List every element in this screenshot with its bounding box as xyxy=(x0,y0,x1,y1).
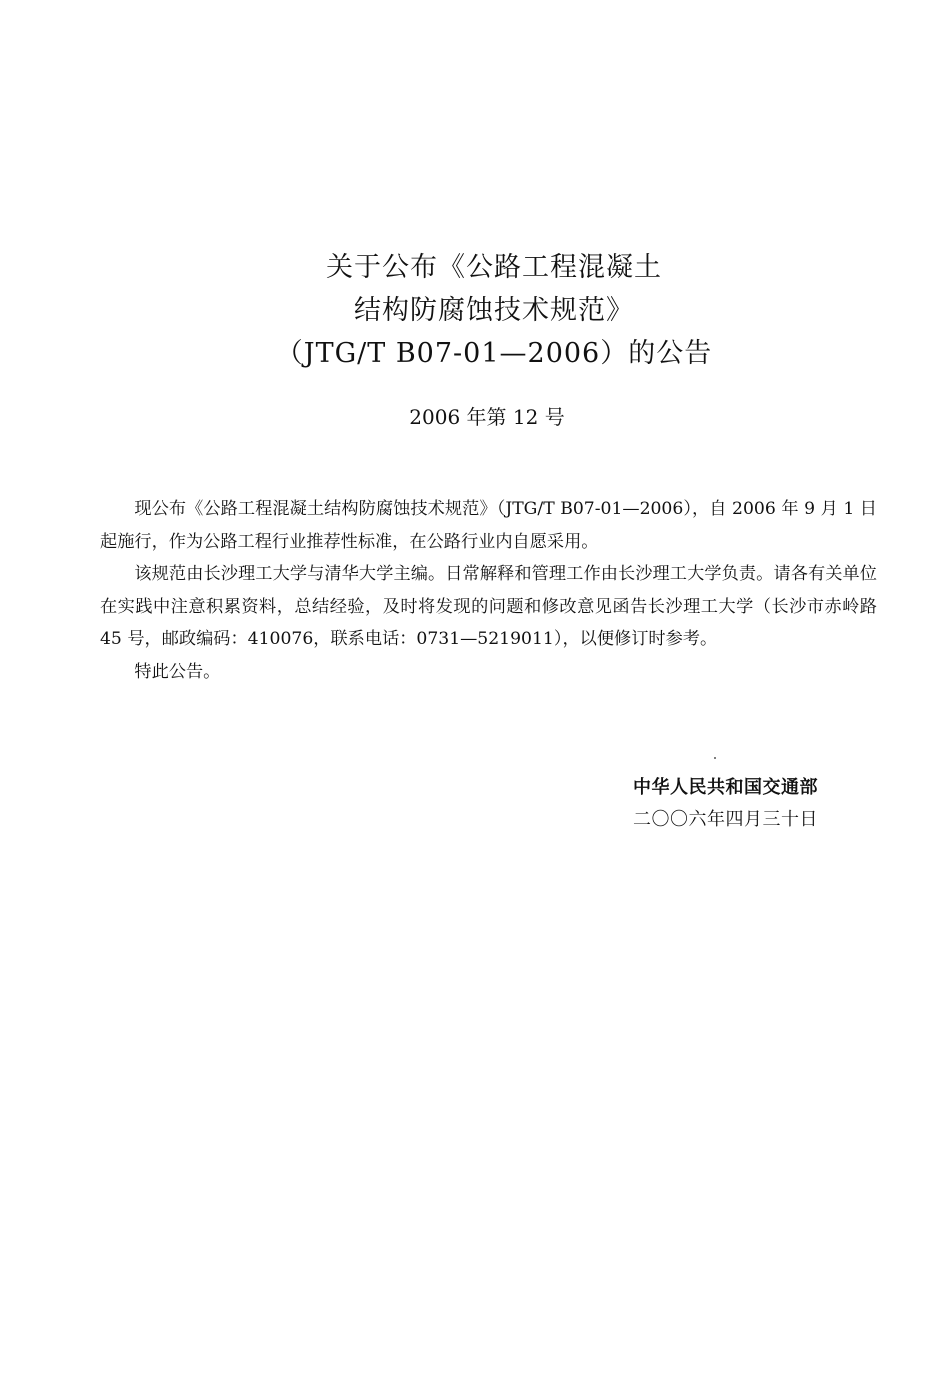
signature-block xyxy=(633,772,818,836)
announcement-title xyxy=(0,246,950,375)
title-line-1: 关于公布《公路工程混凝土 xyxy=(326,252,662,283)
scan-speck xyxy=(714,757,716,759)
body-paragraph-2: 该规范由长沙理工大学与清华大学主编。日常解释和管理工作由长沙理工大学负责。请各有关单位在实践中注意积累资料，总结经验，及时将发现的问题和修改意见函告长沙理工大学（长沙市赤岭路 45 号，邮政编码：410076，联系电话：0731—5219011），以便修订时参考。 xyxy=(100,564,877,649)
issue-date: 二〇〇六年四月三十日 xyxy=(633,809,818,830)
issuing-organization: 中华人民共和国交通部 xyxy=(633,777,818,798)
announcement-body xyxy=(100,493,877,688)
document-number: 2006 年第 12 号 xyxy=(409,405,565,429)
body-paragraph-3: 特此公告。 xyxy=(134,661,221,682)
title-line-3: （JTG/T B07-01—2006）的公告 xyxy=(275,338,713,369)
body-paragraph-1: 现公布《公路工程混凝土结构防腐蚀技术规范》（JTG/T B07-01—2006），自 2006 年 9 月 1 日起施行，作为公路工程行业推荐性标准，在公路行业内自愿采用。 xyxy=(100,499,877,552)
title-line-2: 结构防腐蚀技术规范》 xyxy=(354,295,634,326)
